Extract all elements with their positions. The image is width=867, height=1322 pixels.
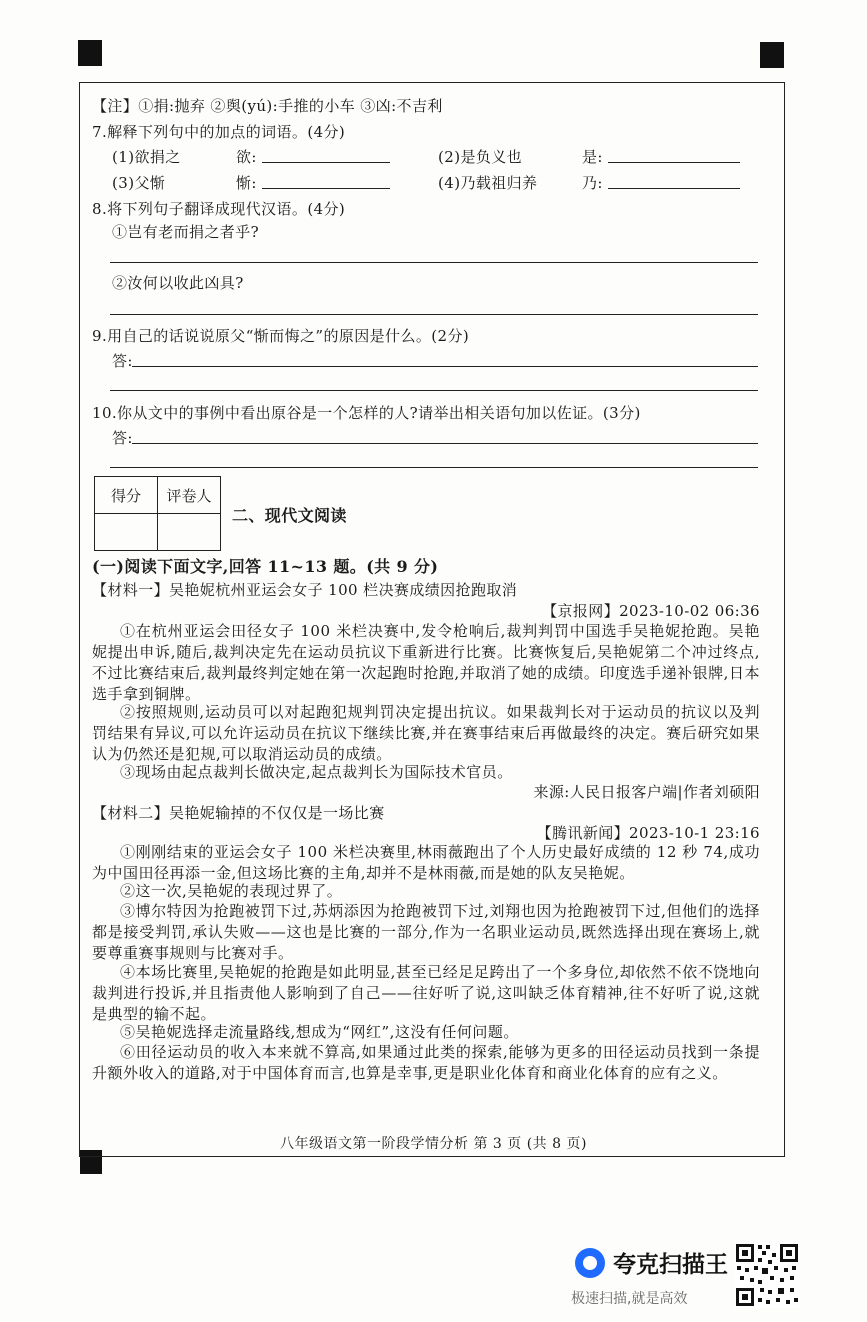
- material-2-paragraph-5: ⑤吴艳妮选择走流量路线,想成为“网红”,这没有任何问题。: [120, 1023, 519, 1041]
- grader-cell[interactable]: [158, 514, 221, 551]
- q7-item-2: (2)是负义也: [438, 148, 523, 166]
- scanner-app-name: 夸克扫描王: [613, 1252, 728, 1278]
- qr-code-icon: [734, 1242, 800, 1308]
- grader-header: 评卷人: [158, 477, 221, 514]
- q7-item-3: (3)父惭: [112, 174, 166, 192]
- material-1-source: 【京报网】2023-10-02 06:36: [542, 602, 760, 620]
- q9-answer-line-1: [132, 366, 758, 367]
- q9-answer-label: 答:: [112, 352, 133, 370]
- question-8-stem: 8.将下列句子翻译成现代汉语。(4分): [92, 200, 346, 218]
- material-2-source: 【腾讯新闻】2023-10-1 23:16: [536, 824, 760, 842]
- question-7-stem: 7.解释下列句中的加点的词语。(4分): [92, 123, 346, 141]
- q8-answer-line-1: [110, 262, 758, 263]
- material-2-title: 【材料二】吴艳妮输掉的不仅仅是一场比赛: [92, 804, 385, 822]
- material-1-credit: 来源:人民日报客户端|作者刘硕阳: [533, 783, 760, 801]
- material-1-paragraph-3: ③现场由起点裁判长做决定,起点裁判长为国际技术官员。: [120, 763, 513, 781]
- material-1-paragraph-1: ①在杭州亚运会田径女子 100 米栏决赛中,发令枪响后,裁判判罚中国选手吴艳妮抢跑。吴艳妮提出申诉,随后,裁判决定先在运动员抗议下重新进行比赛。比赛恢复后,吴艳妮第二个冲过终点,不过比赛结束后,裁判最终判定她在第一次起跑时抢跑,并取消了她的成绩。印度选手递补银牌,日本选手拿到铜牌。: [92, 622, 760, 703]
- q8-sentence-2: ②汝何以收此凶具?: [112, 274, 244, 292]
- q7-item-1-word: 欲:: [236, 148, 257, 166]
- registration-mark-top-left: [78, 40, 102, 66]
- material-2-paragraph-6: ⑥田径运动员的收入本来就不算高,如果通过此类的探索,能够为更多的田径运动员找到一条提升额外收入的道路,对于中国体育而言,也算是幸事,更是职业化体育和商业化体育的应有之义。: [92, 1043, 760, 1082]
- q7-answer-line-4: [608, 188, 740, 189]
- material-2-paragraph-4: ④本场比赛里,吴艳妮的抢跑是如此明显,甚至已经足足跨出了一个多身位,却依然不依不饶地向裁判进行投诉,并且指责他人影响到了自己——往好听了说,这叫缺乏体育精神,往不好听了说,这就是典型的输不起。: [92, 963, 760, 1023]
- q7-answer-line-2: [608, 162, 740, 163]
- part-1-instructions: (一)阅读下面文字,回答 11~13 题。(共 9 分): [92, 557, 439, 576]
- material-1-paragraph-2: ②按照规则,运动员可以对起跑犯规判罚决定提出抗议。如果裁判长对于运动员的抗议以及判罚结果有异议,可以允许运动员在抗议下继续比赛,并在赛事结束后再做最终的决定。赛后研究如果认为仍然还是犯规,可以取消运动员的成绩。: [92, 703, 760, 763]
- q9-answer-line-2: [110, 390, 758, 391]
- registration-mark-top-right: [760, 42, 784, 68]
- q8-sentence-1: ①岂有老而捐之者乎?: [112, 223, 260, 241]
- material-2-paragraph-2: ②这一次,吴艳妮的表现过界了。: [120, 882, 343, 900]
- q7-item-3-word: 惭:: [236, 174, 257, 192]
- material-1-title: 【材料一】吴艳妮杭州亚运会女子 100 栏决赛成绩因抢跑取消: [92, 581, 518, 599]
- question-10-stem: 10.你从文中的事例中看出原谷是一个怎样的人?请举出相关语句加以佐证。(3分): [92, 404, 641, 422]
- section-2-title: 二、现代文阅读: [232, 506, 347, 525]
- q10-answer-label: 答:: [112, 429, 133, 447]
- question-9-stem: 9.用自己的话说说原父“惭而悔之”的原因是什么。(2分): [92, 327, 470, 345]
- quark-logo-icon: [575, 1248, 605, 1278]
- scanner-tagline: 极速扫描,就是高效: [571, 1291, 688, 1307]
- footnote: 【注】①捐:抛弃 ②舆(yú):手推的小车 ③凶:不吉利: [92, 97, 443, 115]
- q10-answer-line-2: [110, 467, 758, 468]
- q7-item-4: (4)乃载祖归养: [438, 174, 538, 192]
- q7-answer-line-3: [262, 188, 390, 189]
- q7-item-2-word: 是:: [582, 148, 603, 166]
- q8-answer-line-2: [110, 314, 758, 315]
- page-footer: 八年级语文第一阶段学情分析 第 3 页 (共 8 页): [280, 1136, 587, 1152]
- q7-item-4-word: 乃:: [582, 174, 603, 192]
- material-2-paragraph-3: ③博尔特因为抢跑被罚下过,苏炳添因为抢跑被罚下过,刘翔也因为抢跑被罚下过,但他们的选择都是接受判罚,承认失败——这也是比赛的一部分,作为一名职业运动员,既然选择出现在赛场上,就要尊重赛事规则与比赛对手。: [92, 902, 760, 962]
- score-header: 得分: [95, 477, 158, 514]
- score-table: [94, 476, 221, 551]
- q10-answer-line-1: [132, 443, 758, 444]
- score-cell[interactable]: [95, 514, 158, 551]
- q7-answer-line-1: [262, 162, 390, 163]
- q7-item-1: (1)欲捐之: [112, 148, 181, 166]
- material-2-paragraph-1: ①刚刚结束的亚运会女子 100 米栏决赛里,林雨薇跑出了个人历史最好成绩的 12 秒 74,成功为中国田径再添一金,但这场比赛的主角,却并不是林雨薇,而是她的队友吴艳妮。: [92, 843, 760, 882]
